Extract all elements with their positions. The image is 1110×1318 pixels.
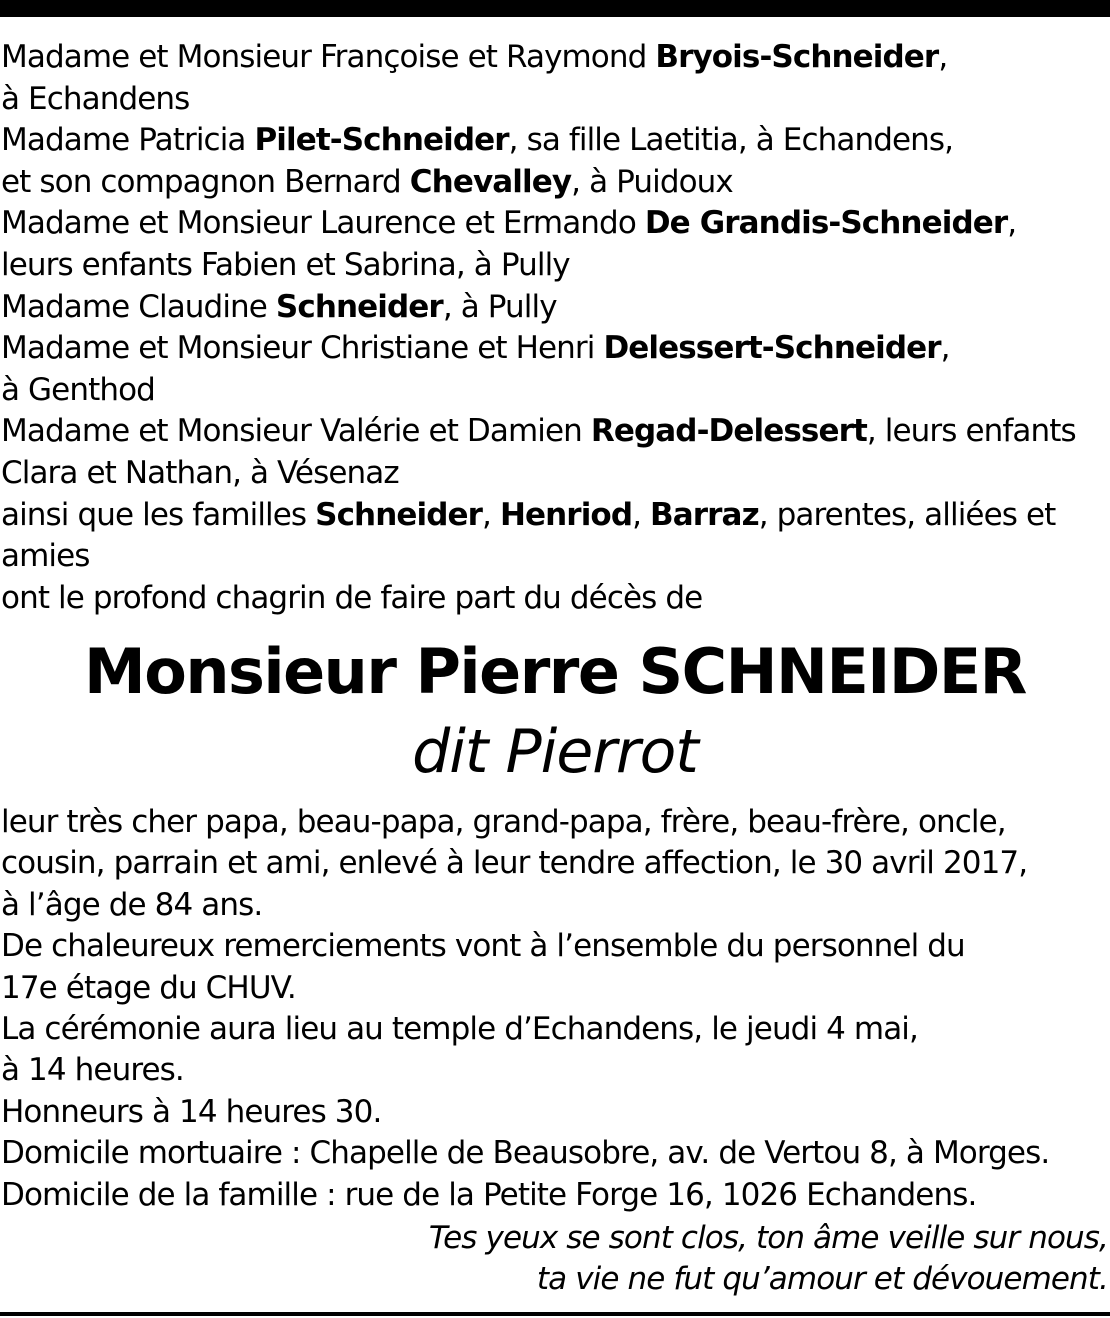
body-line: 17e étage du CHUV. xyxy=(1,969,296,1006)
family-line: amies xyxy=(1,538,90,575)
family-surname: Henriod xyxy=(499,496,633,533)
family-surname: Chevalley xyxy=(409,163,572,200)
family-line: Madame Patricia Pilet-Schneider, sa fille Laetitia, à Echandens, xyxy=(1,122,954,159)
body-line: à 14 heures. xyxy=(1,1052,184,1089)
family-line: Madame et Monsieur Valérie et Damien Regad-Delessert, leurs enfants xyxy=(1,413,1076,450)
announcement-body xyxy=(1,802,1109,1216)
body-line: Domicile de la famille : rue de la Petite Forge 16, 1026 Echandens. xyxy=(1,1176,977,1213)
family-surname: Delessert-Schneider xyxy=(603,330,941,367)
deceased-name: Monsieur Pierre SCHNEIDER xyxy=(84,635,1026,708)
verse-line: Tes yeux se sont clos, ton âme veille sur nous, xyxy=(428,1220,1108,1256)
family-line: ont le profond chagrin de faire part du décès de xyxy=(1,579,703,616)
family-surname: Barraz xyxy=(650,496,759,533)
body-line: La cérémonie aura lieu au temple d’Echandens, le jeudi 4 mai, xyxy=(1,1010,918,1047)
family-line: Madame et Monsieur Françoise et Raymond Bryois-Schneider, xyxy=(1,39,948,75)
body-line: Honneurs à 14 heures 30. xyxy=(1,1093,382,1130)
closing-verse xyxy=(0,1218,1108,1300)
family-surname: Bryois-Schneider xyxy=(655,39,939,75)
family-surname: Schneider xyxy=(275,288,443,325)
family-surname: De Grandis-Schneider xyxy=(644,205,1008,242)
family-list xyxy=(1,37,1109,619)
body-line: cousin, parrain et ami, enlevé à leur tendre affection, le 30 avril 2017, xyxy=(1,845,1028,882)
body-line: leur très cher papa, beau-papa, grand-papa, frère, beau-frère, oncle, xyxy=(1,804,1006,840)
family-line: à Echandens xyxy=(1,80,190,117)
body-line: Domicile mortuaire : Chapelle de Beausobre, av. de Vertou 8, à Morges. xyxy=(1,1135,1050,1172)
family-line: Madame et Monsieur Christiane et Henri Delessert-Schneider, xyxy=(1,330,950,367)
family-line: et son compagnon Bernard Chevalley, à Puidoux xyxy=(1,163,733,200)
bottom-rule xyxy=(0,1312,1110,1316)
body-line: à l’âge de 84 ans. xyxy=(1,886,263,923)
family-line: Madame et Monsieur Laurence et Ermando De Grandis-Schneider, xyxy=(1,205,1017,242)
family-line: Madame Claudine Schneider, à Pully xyxy=(1,288,557,325)
top-rule xyxy=(0,0,1110,17)
deceased-nickname: dit Pierrot xyxy=(412,717,698,787)
family-surname: Schneider xyxy=(315,496,483,533)
family-line: ainsi que les familles Schneider, Henriod, Barraz, parentes, alliées et xyxy=(1,496,1056,533)
verse-line: ta vie ne fut qu’amour et dévouement. xyxy=(536,1261,1108,1297)
family-surname: Pilet-Schneider xyxy=(254,122,509,159)
family-line: leurs enfants Fabien et Sabrina, à Pully xyxy=(1,246,570,283)
family-line: à Genthod xyxy=(1,371,155,408)
family-line: Clara et Nathan, à Vésenaz xyxy=(1,454,399,491)
family-surname: Regad-Delessert xyxy=(590,413,867,450)
body-line: De chaleureux remerciements vont à l’ensemble du personnel du xyxy=(1,928,965,965)
